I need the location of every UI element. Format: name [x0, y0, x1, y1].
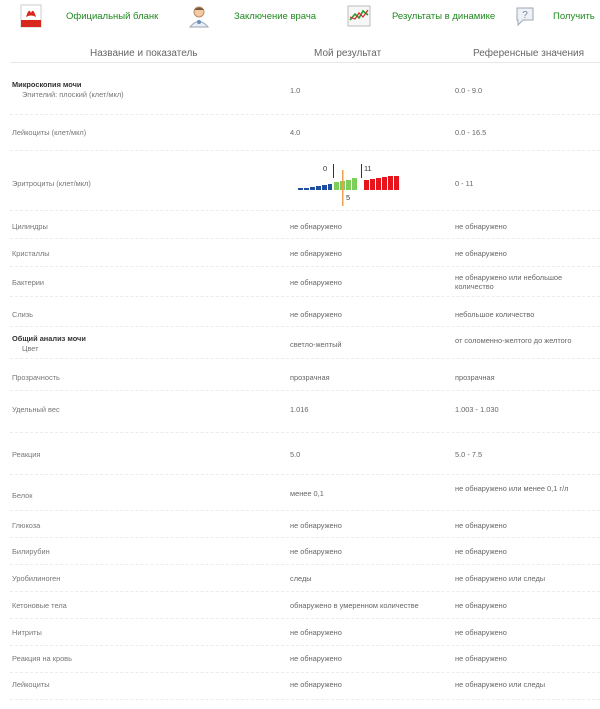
row-reference: прозрачная	[455, 373, 495, 382]
toolbar	[0, 0, 600, 36]
row-reference: не обнаружено или следы	[455, 574, 546, 583]
row-name: Билирубин	[12, 547, 50, 556]
dynamics-label: Результаты в динамике	[392, 10, 496, 22]
row-name: Нитриты	[12, 628, 42, 637]
row-result: не обнаружено	[290, 249, 342, 258]
row-reference: не обнаружено	[455, 601, 507, 610]
row-reference: от соломенно-желтого до желтого	[455, 336, 572, 345]
question-icon	[512, 3, 538, 29]
row-reference: не обнаружено	[455, 654, 507, 663]
doctor-conclusion-button[interactable]	[186, 2, 317, 30]
row-name: Кристаллы	[12, 249, 50, 258]
row-name: Кетоновые тела	[12, 601, 67, 610]
chart-dynamics-icon	[346, 3, 372, 29]
row-result: 1.0	[290, 86, 301, 95]
header-result: Мой результат	[314, 48, 382, 59]
row-reference: не обнаружено	[455, 628, 507, 637]
row-reference: небольшое количество	[455, 310, 535, 319]
row-result: не обнаружено	[290, 628, 342, 637]
row-reference: 0.0 - 9.0	[455, 86, 483, 95]
row-result: обнаружено в умеренном количестве	[290, 601, 419, 610]
row-reference: не обнаружено или небольшое количество	[455, 273, 563, 291]
official-form-button[interactable]	[18, 2, 159, 30]
row-name: Цилиндры	[12, 222, 48, 231]
gauge-low-label: 0	[323, 164, 328, 173]
pdf-icon	[18, 3, 44, 29]
row-result: следы	[290, 574, 312, 583]
gauge-high-label: 11	[364, 164, 372, 173]
row-name: Глюкоза	[12, 521, 41, 530]
row-reference: не обнаружено	[455, 222, 507, 231]
doctor-conclusion-label: Заключение врача	[234, 10, 317, 22]
row-reference: не обнаружено	[455, 547, 507, 556]
row-result: 1.016	[290, 405, 309, 414]
header-name: Название и показатель	[90, 48, 198, 59]
header-reference: Референсные значения	[473, 48, 585, 59]
row-name: Эпителий: плоский (клет/мкл)	[22, 90, 124, 99]
dynamics-button[interactable]	[346, 2, 496, 30]
row-reference: не обнаружено или следы	[455, 680, 546, 689]
row-result: не обнаружено	[290, 547, 342, 556]
row-result: менее 0,1	[290, 489, 324, 498]
row-name: Реакция на кровь	[12, 654, 72, 663]
row-result: не обнаружено	[290, 310, 342, 319]
row-name: Реакция	[12, 450, 41, 459]
row-name: Уробилиноген	[12, 574, 61, 583]
row-result: светло-желтый	[290, 340, 342, 349]
gauge-value-label: 5	[346, 193, 351, 202]
row-name: Белок	[12, 491, 33, 500]
row-name: Удельный вес	[12, 405, 60, 414]
row-result: не обнаружено	[290, 654, 342, 663]
row-reference: 5.0 - 7.5	[455, 450, 483, 459]
row-result: не обнаружено	[290, 521, 342, 530]
official-form-label: Официальный бланк	[66, 10, 159, 22]
row-reference: 0.0 - 16.5	[455, 128, 487, 137]
result-range-gauge	[296, 160, 406, 206]
row-result: не обнаружено	[290, 278, 342, 287]
row-result: 5.0	[290, 450, 301, 459]
svg-text:?: ?	[522, 10, 528, 21]
get-button[interactable]	[512, 2, 595, 30]
row-reference: не обнаружено	[455, 249, 507, 258]
row-name: Прозрачность	[12, 373, 60, 382]
header-divider	[10, 62, 600, 63]
row-name: Слизь	[12, 310, 34, 319]
row-name: Лейкоциты (клет/мкл)	[12, 128, 87, 137]
row-name: Цвет	[22, 344, 39, 353]
section-microscopy-title: Микроскопия мочи	[12, 80, 82, 89]
row-result: не обнаружено	[290, 222, 342, 231]
row-name: Лейкоциты	[12, 680, 50, 689]
get-label: Получить	[553, 10, 595, 22]
doctor-icon	[186, 3, 212, 29]
row-reference: не обнаружено	[455, 521, 507, 530]
row-name: Эритроциты (клет/мкл)	[12, 179, 91, 188]
section-general-title: Общий анализ мочи	[12, 334, 86, 343]
row-result: не обнаружено	[290, 680, 342, 689]
row-reference: 1.003 - 1.030	[455, 405, 499, 414]
row-name: Бактерии	[12, 278, 45, 287]
row-result: 4.0	[290, 128, 301, 137]
row-result: прозрачная	[290, 373, 330, 382]
row-reference: не обнаружено или менее 0,1 г/л	[455, 484, 569, 493]
row-reference: 0 - 11	[455, 179, 474, 188]
